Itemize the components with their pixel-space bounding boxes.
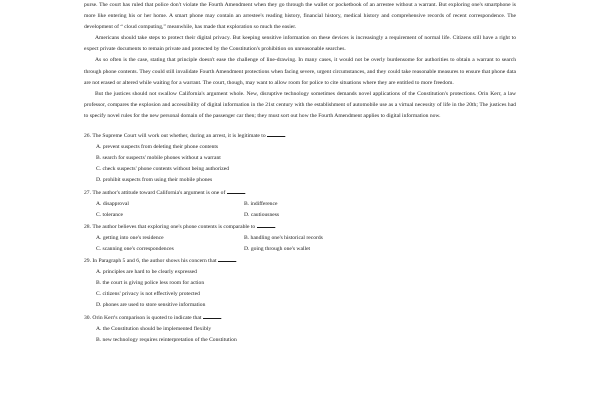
passage-line: these devices is increasingly a requirement of normal life. Citizens still have a right to expect private — [84, 35, 516, 53]
answer-option: A. principles are hard to be clearly expressed — [96, 269, 197, 276]
passage-line: computing,” meanwhile, has made that exploration so much the easier. — [138, 24, 297, 31]
question-block — [84, 187, 516, 221]
answer-blank — [218, 255, 238, 265]
passage-line: entering his or her home. A smart phone may contain an arrestee's reading history, financial history, — [108, 13, 342, 20]
answer-option: D. cautiousness — [244, 211, 280, 218]
option-row — [84, 233, 516, 244]
question-text-end: . — [220, 314, 223, 321]
answer-option: B. handling one's historical records — [244, 234, 323, 241]
passage-line: documents to remain private and protected by the Constitution's prohibition on unreasonable searches. — [116, 46, 346, 53]
question-stem — [84, 187, 516, 199]
passage-line: altered while waiting for a warrant. The court, though, may want to allow room for police to cite situations — [122, 79, 362, 86]
passage-line: compares the explosion and accessibility of digital information in the 21st century with the — [107, 101, 313, 108]
passage-line: Americans should take steps to protect their digital privacy. But keeping sensitive information on — [95, 35, 317, 42]
answer-option: C. check suspects' phone contents without being authorized — [96, 166, 230, 173]
question-text-end: . — [235, 258, 238, 265]
question-block — [84, 221, 516, 255]
option-row — [84, 199, 516, 210]
question-stem — [84, 221, 516, 233]
answer-option: D. prohibit suspects from using their mobile phones — [96, 177, 213, 184]
answer-option: B. new technology requires reinterpretation of the Constitution — [96, 336, 237, 343]
answer-option: A. prevent suspects from deleting their phone contents — [96, 144, 219, 151]
passage-line: sometimes demands novel applications of the Constitution's protections. Orin Kerr, a law professor, — [84, 90, 516, 108]
passage-line: purse. The court has ruled that police don't violate the Fourth Amendment when they go through the — [84, 2, 313, 8]
question-stem — [84, 130, 516, 142]
passage-line: medical history and comprehensive records of recent correspondence. The development of “ cloud — [84, 13, 516, 31]
answer-blank — [227, 187, 245, 194]
question-block — [84, 255, 516, 311]
answer-option: B. indifference — [244, 200, 278, 207]
passage-line: novel rules for the new personal domain of the passenger car then; they must sort out how the Fourth — [107, 112, 334, 119]
option-row — [84, 244, 516, 255]
question-number: 26. — [84, 133, 91, 140]
answer-option: C. scanning one's correspondences — [96, 245, 174, 252]
passage-line: Amendment applies to digital information now. — [334, 112, 441, 119]
passage-paragraph — [84, 0, 516, 33]
passage-line: cases, it would not be overly burdensome for authorities to obtain a warrant to search through phone — [84, 57, 516, 75]
question-number: 27. — [84, 189, 91, 196]
passage-paragraph — [84, 33, 516, 55]
question-text: In Paragraph 5 and 6, the author shows his concern that — [92, 258, 217, 265]
question-text: The Supreme Court will work out whether, during an arrest, it is legitimate to — [92, 133, 266, 140]
answer-option: B. search for suspects' mobile phones without a warrant — [96, 155, 221, 162]
answer-blank — [257, 221, 275, 228]
answer-option: C. citizens' privacy is not effectively protected — [96, 291, 200, 298]
question-number: 29. — [84, 258, 91, 265]
question-text: Orin Kerr's comparison is quoted to indicate that — [92, 314, 202, 321]
passage-line: establishment of automobile use as a virtual necessity of life in the 20th; The justices had to specify — [84, 101, 516, 119]
answer-option: A. getting into one's residence — [96, 234, 164, 241]
question-block — [84, 312, 516, 346]
passage-line: circumstances, and they could take reasonable measures to ensure that phone data are not erased or — [84, 68, 516, 86]
passage-line: wallet or pocketbook of an arrestee without a warrant. But exploring one's smartphone is more like — [84, 2, 516, 20]
passage-line: where they are entitled to more freedom. — [362, 79, 454, 86]
question-text-end: . — [274, 223, 276, 230]
question-number: 30. — [84, 314, 91, 321]
answer-option: A. the Constitution should be implemented flexibly — [96, 325, 212, 332]
exam-page — [84, 0, 516, 400]
answer-option: A. disapproval — [96, 200, 129, 207]
passage-line: contents. They could still invalidate Fourth Amendment protections when facing severe, urgent — [117, 68, 332, 75]
question-text: The author believes that exploring one's phone contents is comparable to — [92, 223, 256, 230]
answer-option: C. tolerance — [96, 211, 124, 218]
question-number: 28. — [84, 223, 91, 230]
option-row — [84, 210, 516, 221]
answer-option: D. going through one's wallet — [244, 245, 311, 252]
question-block — [84, 130, 516, 186]
passage-paragraph — [84, 55, 516, 88]
answer-option: B. the court is giving police less room for action — [96, 280, 205, 287]
question-stem — [84, 255, 516, 267]
question-text-end: . — [244, 189, 247, 196]
question-stem — [84, 312, 516, 324]
passage-line: But the justices should not swallow California's argument whole. New, disruptive technology — [95, 90, 310, 97]
answer-blank — [267, 130, 287, 140]
question-text: The author's attitude toward California's argument is one of — [92, 189, 226, 196]
question-text-end: . — [285, 133, 287, 140]
reading-passage — [84, 0, 516, 122]
passage-line: As so often is the case, stating that principle doesn't ease the challenge of line-drawing. In many — [95, 57, 318, 64]
answer-blank — [203, 312, 221, 319]
answer-option: D. phones are used to store sensitive information — [96, 302, 206, 309]
passage-paragraph — [84, 89, 516, 122]
question-list — [84, 130, 516, 346]
